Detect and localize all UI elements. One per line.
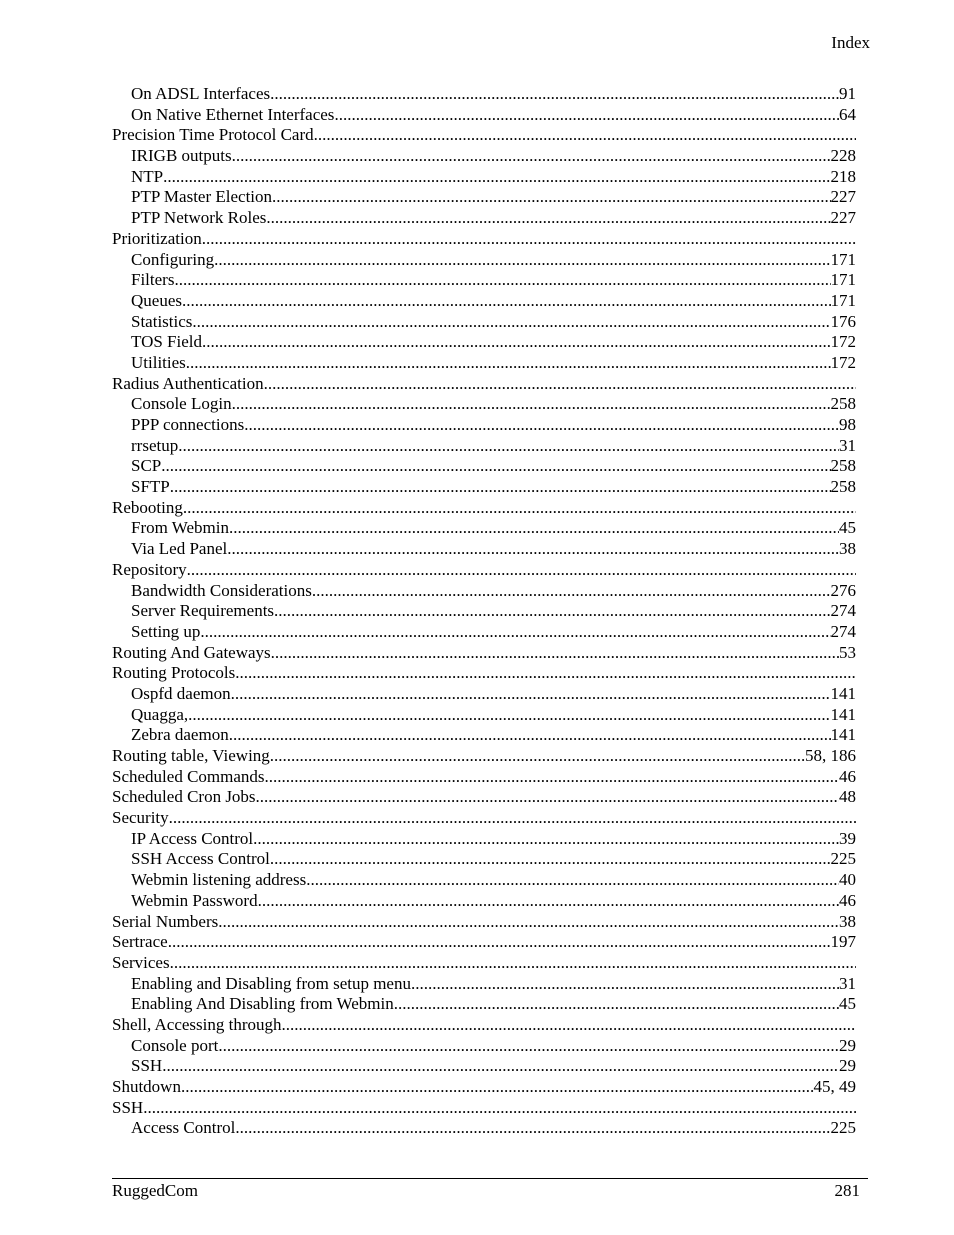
index-term: Webmin Password <box>131 890 258 910</box>
dot-leader <box>274 601 830 622</box>
index-subentry <box>112 415 856 436</box>
index-subentry <box>112 891 856 912</box>
index-term: Rebooting <box>112 497 183 517</box>
index-subentry <box>112 1118 856 1139</box>
index-subentry <box>112 312 856 333</box>
index-subentry <box>112 539 856 560</box>
dot-leader <box>168 932 831 953</box>
index-page-ref: 45 <box>839 518 856 538</box>
index-term: Via Led Panel <box>131 539 228 559</box>
index-page-ref: 40 <box>839 870 856 890</box>
index-page-ref: 225 <box>830 849 856 869</box>
index-subentry <box>112 725 856 746</box>
index-entry <box>112 767 856 788</box>
index-term: Sertrace <box>112 932 168 952</box>
dot-leader <box>235 1118 830 1139</box>
index-page-ref: 172 <box>830 332 856 352</box>
index-term: On Native Ethernet Interfaces <box>131 104 335 124</box>
index-entry <box>112 374 856 395</box>
dot-leader <box>314 125 856 146</box>
index-entry <box>112 643 856 664</box>
running-header: Index <box>831 33 870 52</box>
dot-leader <box>174 270 830 291</box>
index-page-ref: 141 <box>830 725 856 745</box>
index-subentry <box>112 581 856 602</box>
index-entry <box>112 932 856 953</box>
index-subentry <box>112 1036 856 1057</box>
index-page-ref: 45, 49 <box>813 1077 856 1096</box>
index-page-ref: 171 <box>830 249 856 269</box>
index-term: Routing Protocols <box>112 663 236 683</box>
index-entry <box>112 498 856 519</box>
index-term: Utilities <box>131 352 186 372</box>
index-entry <box>112 912 856 933</box>
index-subentry <box>112 974 856 995</box>
index-page-ref: 227 <box>830 208 856 228</box>
dot-leader <box>170 477 831 498</box>
index-page-ref: 29 <box>839 1056 856 1076</box>
index-subentry <box>112 187 856 208</box>
footer-page-number: 281 <box>834 1181 860 1200</box>
dot-leader <box>181 1077 814 1098</box>
dot-leader <box>270 849 831 870</box>
index-term: Ospfd daemon <box>131 683 231 703</box>
index-page-ref: 39 <box>839 828 856 848</box>
index-page-ref: 31 <box>839 435 856 455</box>
index-list <box>112 84 856 1139</box>
index-page-ref: 38 <box>839 539 856 559</box>
index-page-ref: 276 <box>830 580 856 600</box>
dot-leader <box>265 767 839 788</box>
index-subentry <box>112 250 856 271</box>
index-term: Precision Time Protocol Card <box>112 125 314 145</box>
dot-leader <box>162 1056 839 1077</box>
dot-leader <box>187 560 856 581</box>
index-subentry <box>112 394 856 415</box>
dot-leader <box>235 663 856 684</box>
index-term: Routing table, Viewing <box>112 746 270 765</box>
index-entry <box>112 663 856 684</box>
index-term: Filters <box>131 270 175 290</box>
index-subentry <box>112 332 856 353</box>
dot-leader <box>214 250 830 271</box>
index-page-ref: 258 <box>830 394 856 414</box>
index-page-ref: 227 <box>830 187 856 207</box>
index-term: Routing And Gateways <box>112 642 271 662</box>
index-subentry <box>112 477 856 498</box>
dot-leader <box>312 581 831 602</box>
index-term: Console Login <box>131 394 232 414</box>
dot-leader <box>163 167 830 188</box>
dot-leader <box>231 684 831 705</box>
index-term: SSH <box>131 1056 163 1076</box>
footer-publisher: RuggedCom <box>112 1181 198 1200</box>
index-term: From Webmin <box>131 518 229 538</box>
dot-leader <box>170 953 856 974</box>
index-entry <box>112 746 856 767</box>
dot-leader <box>232 394 831 415</box>
index-term: Services <box>112 952 170 972</box>
dot-leader <box>270 84 839 105</box>
index-term: On ADSL Interfaces <box>131 84 271 103</box>
dot-leader <box>272 187 830 208</box>
index-page-ref: 29 <box>839 1035 856 1055</box>
index-page-ref: 53 <box>839 642 856 662</box>
index-term: PTP Network Roles <box>131 208 267 228</box>
index-subentry <box>112 353 856 374</box>
index-page-ref: 46 <box>839 890 856 910</box>
index-subentry <box>112 518 856 539</box>
dot-leader <box>229 725 831 746</box>
footer-rule <box>112 1178 868 1179</box>
index-term: SCP <box>131 456 162 476</box>
index-term: Setting up <box>131 621 201 641</box>
index-page-ref: 172 <box>830 352 856 372</box>
dot-leader <box>169 808 856 829</box>
dot-leader <box>202 229 856 250</box>
index-term: Statistics <box>131 311 193 331</box>
index-subentry <box>112 456 856 477</box>
index-term: Bandwidth Considerations <box>131 580 312 600</box>
index-entry <box>112 560 856 581</box>
index-page-ref: 58, 186 <box>805 746 856 765</box>
index-page-ref: 228 <box>830 146 856 166</box>
dot-leader <box>253 829 839 850</box>
index-page-ref: 176 <box>830 311 856 331</box>
dot-leader <box>161 456 830 477</box>
index-page-ref: 91 <box>839 84 856 103</box>
index-term: Repository <box>112 559 187 579</box>
index-entry <box>112 1077 856 1098</box>
dot-leader <box>227 539 839 560</box>
index-page-ref: 141 <box>830 683 856 703</box>
index-term: Scheduled Commands <box>112 766 265 786</box>
dot-leader <box>229 518 839 539</box>
index-subentry <box>112 84 856 105</box>
index-subentry <box>112 705 856 726</box>
index-term: Scheduled Cron Jobs <box>112 787 256 807</box>
dot-leader <box>200 622 830 643</box>
index-term: Access Control <box>131 1118 236 1138</box>
index-subentry <box>112 208 856 229</box>
index-page-ref: 274 <box>830 601 856 621</box>
dot-leader <box>244 415 839 436</box>
index-term: Server Requirements <box>131 601 275 621</box>
index-page-ref: 218 <box>830 166 856 186</box>
dot-leader <box>143 1098 856 1119</box>
index-page-ref: 98 <box>839 415 856 434</box>
dot-leader <box>178 436 839 457</box>
index-term: Enabling and Disabling from setup menu <box>131 973 411 993</box>
index-subentry <box>112 601 856 622</box>
index-term: Security <box>112 808 169 828</box>
dot-leader <box>182 291 831 312</box>
dot-leader <box>334 105 839 126</box>
dot-leader <box>264 374 856 395</box>
index-entry <box>112 808 856 829</box>
dot-leader <box>188 705 830 726</box>
dot-leader <box>183 498 856 519</box>
dot-leader <box>271 643 839 664</box>
dot-leader <box>256 787 839 808</box>
dot-leader <box>202 332 830 353</box>
index-page-ref: 258 <box>830 477 856 497</box>
index-page-ref: 46 <box>839 766 856 786</box>
index-page-ref: 38 <box>839 911 856 931</box>
index-entry <box>112 1098 856 1119</box>
index-term: Radius Authentication <box>112 373 264 393</box>
dot-leader <box>306 870 839 891</box>
index-page-ref: 274 <box>830 621 856 641</box>
index-subentry <box>112 829 856 850</box>
index-subentry <box>112 436 856 457</box>
index-term: IRIGB outputs <box>131 146 232 166</box>
index-term: Shutdown <box>112 1077 181 1096</box>
index-term: Console port <box>131 1035 219 1055</box>
index-term: rrsetup <box>131 435 179 455</box>
index-page-ref: 258 <box>830 456 856 476</box>
index-term: Zebra daemon <box>131 725 229 745</box>
index-page-ref: 45 <box>839 994 856 1014</box>
index-subentry <box>112 849 856 870</box>
index-entry <box>112 787 856 808</box>
dot-leader <box>394 994 839 1015</box>
dot-leader <box>192 312 830 333</box>
dot-leader <box>186 353 831 374</box>
index-term: Shell, Accessing through <box>112 1014 282 1034</box>
index-page-ref: 197 <box>830 932 856 952</box>
index-entry <box>112 953 856 974</box>
index-term: IP Access Control <box>131 828 254 848</box>
dot-leader <box>266 208 830 229</box>
index-term: Queues <box>131 290 182 310</box>
dot-leader <box>270 746 805 767</box>
index-entry <box>112 1015 856 1036</box>
index-subentry <box>112 622 856 643</box>
dot-leader <box>218 1036 839 1057</box>
dot-leader <box>411 974 839 995</box>
dot-leader <box>282 1015 856 1036</box>
index-subentry <box>112 270 856 291</box>
index-subentry <box>112 870 856 891</box>
index-page-ref: 171 <box>830 270 856 290</box>
index-page-ref: 31 <box>839 973 856 993</box>
index-term: SFTP <box>131 477 170 497</box>
index-subentry <box>112 105 856 126</box>
index-term: PPP connections <box>131 415 245 434</box>
index-term: SSH <box>112 1097 144 1117</box>
index-subentry <box>112 1056 856 1077</box>
index-term: PTP Master Election <box>131 187 273 207</box>
index-page-ref: 171 <box>830 290 856 310</box>
dot-leader <box>218 912 839 933</box>
index-term: SSH Access Control <box>131 849 270 869</box>
index-page-ref: 141 <box>830 704 856 724</box>
index-entry <box>112 125 856 146</box>
dot-leader <box>258 891 839 912</box>
index-term: Webmin listening address <box>131 870 307 890</box>
index-page-ref: 48 <box>839 787 856 807</box>
index-term: NTP <box>131 166 164 186</box>
index-subentry <box>112 146 856 167</box>
index-term: Prioritization <box>112 228 202 248</box>
index-term: TOS Field <box>131 332 203 352</box>
index-term: Quagga, <box>131 704 189 724</box>
index-term: Enabling And Disabling from Webmin <box>131 994 394 1014</box>
index-entry <box>112 229 856 250</box>
index-term: Configuring <box>131 249 215 269</box>
dot-leader <box>232 146 831 167</box>
index-term: Serial Numbers <box>112 911 219 931</box>
index-subentry <box>112 684 856 705</box>
index-page-ref: 225 <box>830 1118 856 1138</box>
index-subentry <box>112 167 856 188</box>
index-page-ref: 64 <box>839 104 856 124</box>
index-subentry <box>112 994 856 1015</box>
index-subentry <box>112 291 856 312</box>
